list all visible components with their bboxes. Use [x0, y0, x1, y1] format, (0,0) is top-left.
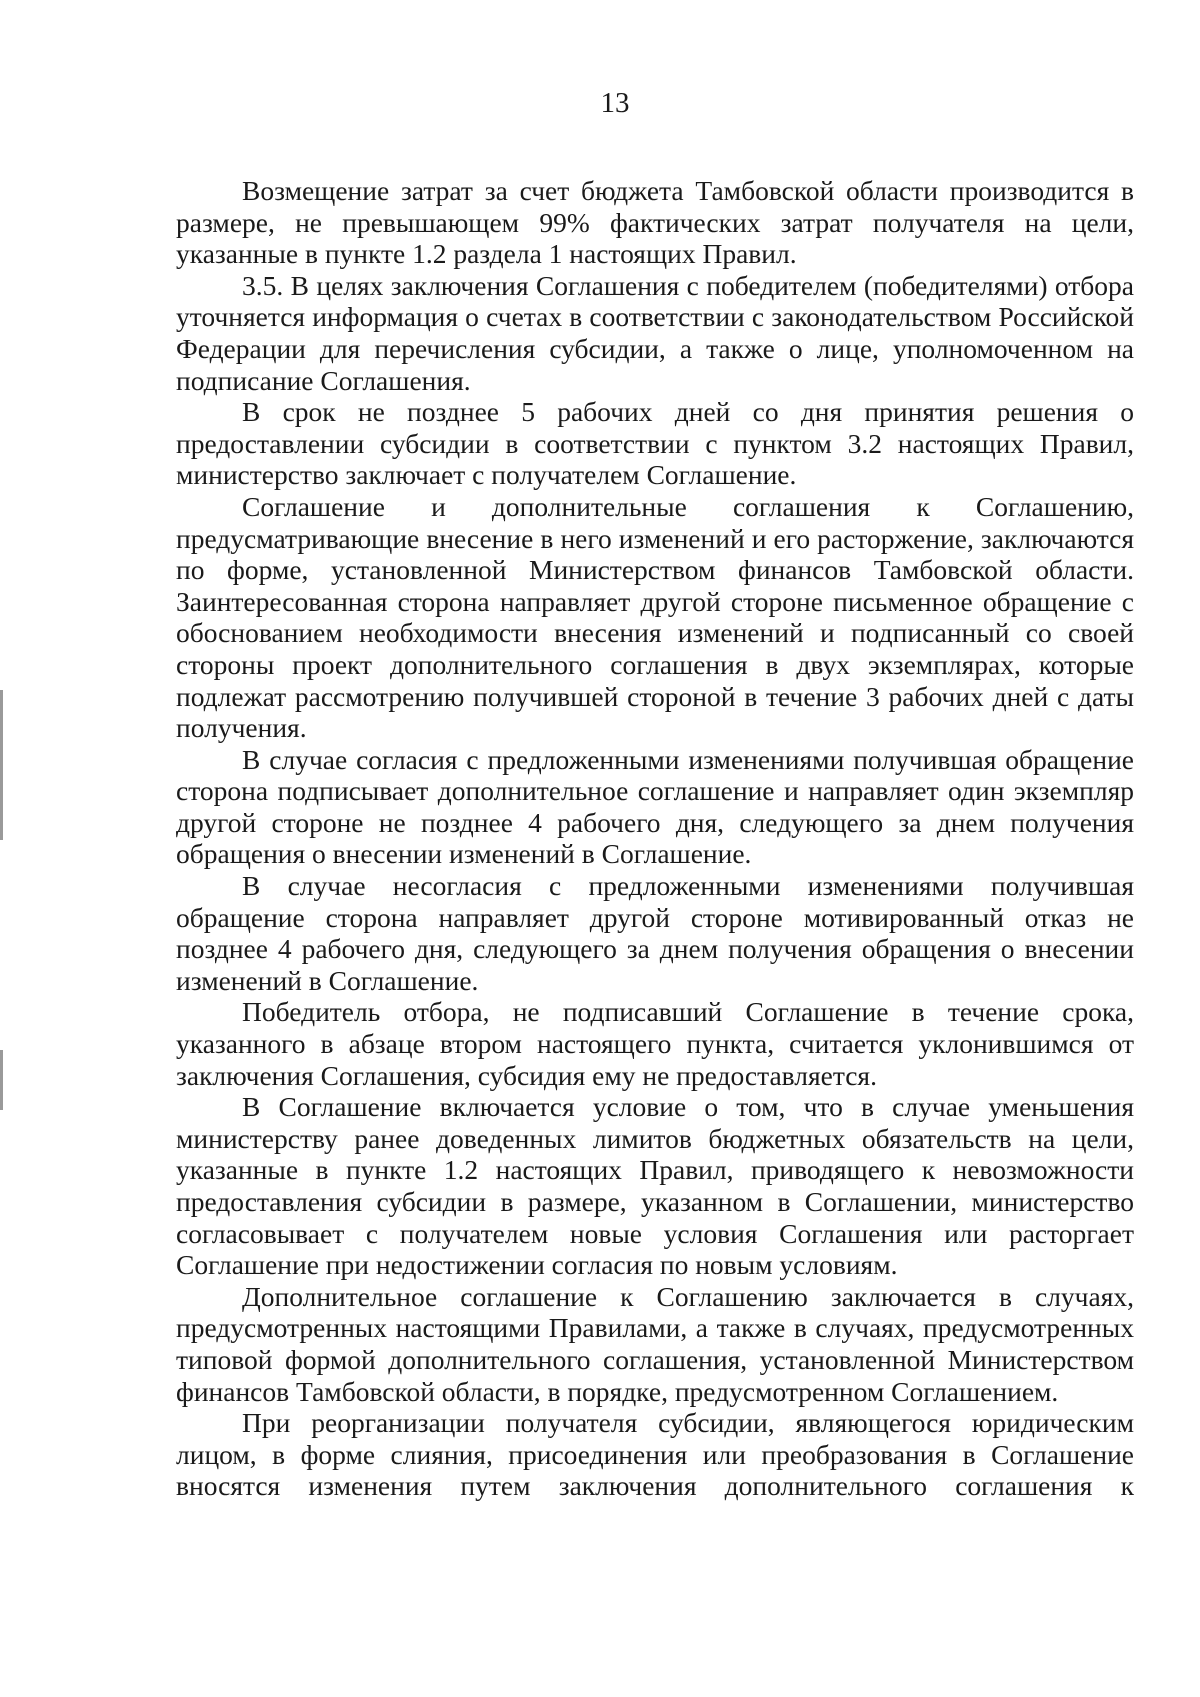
scan-edge-mark [0, 1050, 3, 1110]
paragraph: Возмещение затрат за счет бюджета Тамбовской области производится в размере, не превышающем 99% фактических затрат получателя на цели, указанные в пункте 1.2 раздела 1 настоящих Правил. [176, 175, 1134, 270]
scan-edge-mark [0, 690, 3, 840]
paragraph: Победитель отбора, не подписавший Соглашение в течение срока, указанного в абзаце втором настоящего пункта, считается уклонившимся от заключения Соглашения, субсидия ему не предоставляется. [176, 996, 1134, 1091]
paragraph: В срок не позднее 5 рабочих дней со дня принятия решения о предоставлении субсидии в соответствии с пунктом 3.2 настоящих Правил, министерство заключает с получателем Соглашение. [176, 396, 1134, 491]
page-number: 13 [600, 87, 630, 119]
document-body [176, 175, 1134, 1502]
paragraph: В Соглашение включается условие о том, что в случае уменьшения министерству ранее доведенных лимитов бюджетных обязательств на цели, указанные в пункте 1.2 настоящих Правил, приводящего к невозможности предоставления субсидии в размере, указанном в Соглашении, министерство согласовывает с получателем новые условия Соглашения или расторгает Соглашение при недостижении согласия по новым условиям. [176, 1091, 1134, 1281]
paragraph: Дополнительное соглашение к Соглашению заключается в случаях, предусмотренных настоящими Правилами, а также в случаях, предусмотренных типовой формой дополнительного соглашения, установленной Министерством финансов Тамбовской области, в порядке, предусмотренном Соглашением. [176, 1280, 1134, 1407]
paragraph: 3.5. В целях заключения Соглашения с победителем (победителями) отбора уточняется информация о счетах в соответствии с законодательством Российской Федерации для перечисления субсидии, а также о лице, уполномоченном на подписание Соглашения. [176, 269, 1134, 396]
paragraph: В случае несогласия с предложенными изменениями получившая обращение сторона направляет другой стороне мотивированный отказ не позднее 4 рабочего дня, следующего за днем получения обращения о внесении изменений в Соглашение. [176, 870, 1134, 996]
paragraph: Соглашение и дополнительные соглашения к Соглашению, предусматривающие внесение в него изменений и его расторжение, заключаются по форме, установленной Министерством финансов Тамбовской области. Заинтересованная сторона направляет другой стороне письменное обращение с обоснованием необходимости внесения изменений и подписанный со своей стороны проект дополнительного соглашения в двух экземплярах, которые подлежат рассмотрению получившей стороной в течение 3 рабочих дней с даты получения. [176, 490, 1134, 744]
paragraph: В случае согласия с предложенными изменениями получившая обращение сторона подписывает дополнительное соглашение и направляет один экземпляр другой стороне не позднее 4 рабочего дня, следующего за днем получения обращения о внесении изменений в Соглашение. [176, 743, 1134, 870]
paragraph-continued: При реорганизации получателя субсидии, являющегося юридическим лицом, в форме слияния, присоединения или преобразования в Соглашение вносятся изменения путем заключения дополнительного соглашения к [176, 1407, 1134, 1502]
